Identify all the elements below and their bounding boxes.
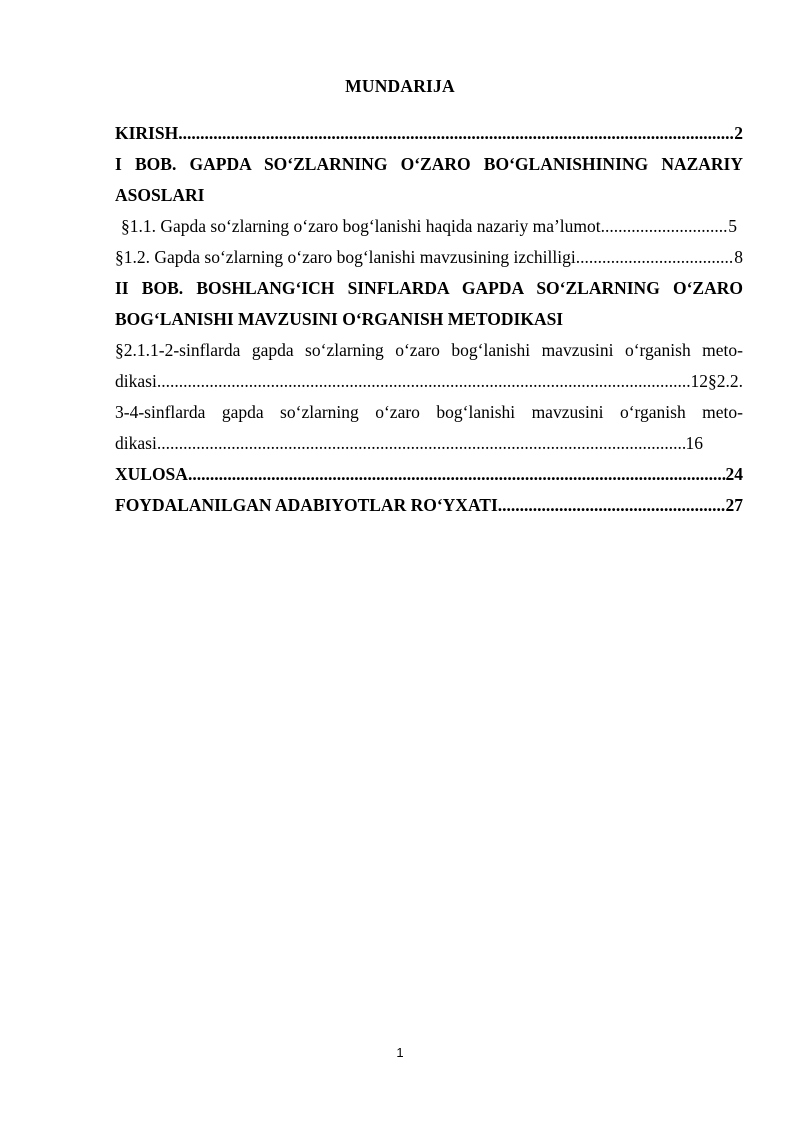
page-number: 1 xyxy=(396,1045,404,1060)
toc-entry-section-1-2[interactable] xyxy=(115,242,743,273)
toc-title: MUNDARIJA xyxy=(345,76,455,96)
toc-page-number: 2 xyxy=(734,123,743,143)
toc-entry-adabiyotlar[interactable] xyxy=(115,490,743,521)
toc-entry-section-2-2-line2[interactable] xyxy=(115,428,703,459)
chapter-2-heading-line1[interactable]: II BOB. BOSHLANG‘ICH SINFLARDA GAPDA SO‘ZLARNING O‘ZARO xyxy=(115,278,743,298)
toc-entry-label: §1.2. Gapda so‘zlarning o‘zaro bog‘lanishi mavzusining izchilligi xyxy=(115,247,576,267)
toc-entry-label: XULOSA xyxy=(115,464,188,484)
toc-entry-section-1-1[interactable] xyxy=(115,211,743,242)
toc-entry-label: KIRISH xyxy=(115,123,179,143)
chapter-1-heading-line1[interactable]: I BOB. GAPDA SO‘ZLARNING O‘ZARO BO‘GLANISHINING NAZARIY xyxy=(115,154,743,174)
dot-leader xyxy=(157,366,691,397)
dot-leader xyxy=(188,459,726,490)
dot-leader xyxy=(157,428,686,459)
toc-entry-label: FOYDALANILGAN ADABIYOTLAR RO‘YXATI xyxy=(115,495,498,515)
toc-entry-label: dikasi xyxy=(115,371,157,391)
toc-page-number: 5 xyxy=(728,216,737,236)
dot-leader xyxy=(498,490,726,521)
toc-entry-kirish[interactable] xyxy=(115,118,743,149)
table-of-contents xyxy=(115,118,743,521)
toc-entry-section-2-2-line1[interactable]: 3-4-sinflarda gapda so‘zlarning o‘zaro bog‘lanishi mavzusini o‘rganish meto- xyxy=(115,402,743,422)
dot-leader xyxy=(601,211,729,242)
toc-entry-section-2-1-line1[interactable]: §2.1.1-2-sinflarda gapda so‘zlarning o‘zaro bog‘lanishi mavzusini o‘rganish meto- xyxy=(115,340,743,360)
toc-entry-section-2-1-line2[interactable] xyxy=(115,366,743,397)
toc-entry-label: dikasi xyxy=(115,433,157,453)
toc-page-number: 12§2.2. xyxy=(690,371,743,391)
chapter-1-heading-line2[interactable]: ASOSLARI xyxy=(115,185,205,205)
toc-entry-xulosa[interactable] xyxy=(115,459,743,490)
toc-page-number: 16 xyxy=(685,433,703,453)
dot-leader xyxy=(576,242,735,273)
toc-page-number: 8 xyxy=(734,247,743,267)
chapter-2-heading-line2[interactable]: BOG‘LANISHI MAVZUSINI O‘RGANISH METODIKASI xyxy=(115,309,564,329)
toc-page-number: 24 xyxy=(725,464,743,484)
dot-leader xyxy=(178,118,734,149)
toc-page-number: 27 xyxy=(725,495,743,515)
toc-entry-label: §1.1. Gapda so‘zlarning o‘zaro bog‘lanishi haqida nazariy ma’lumot xyxy=(121,216,601,236)
